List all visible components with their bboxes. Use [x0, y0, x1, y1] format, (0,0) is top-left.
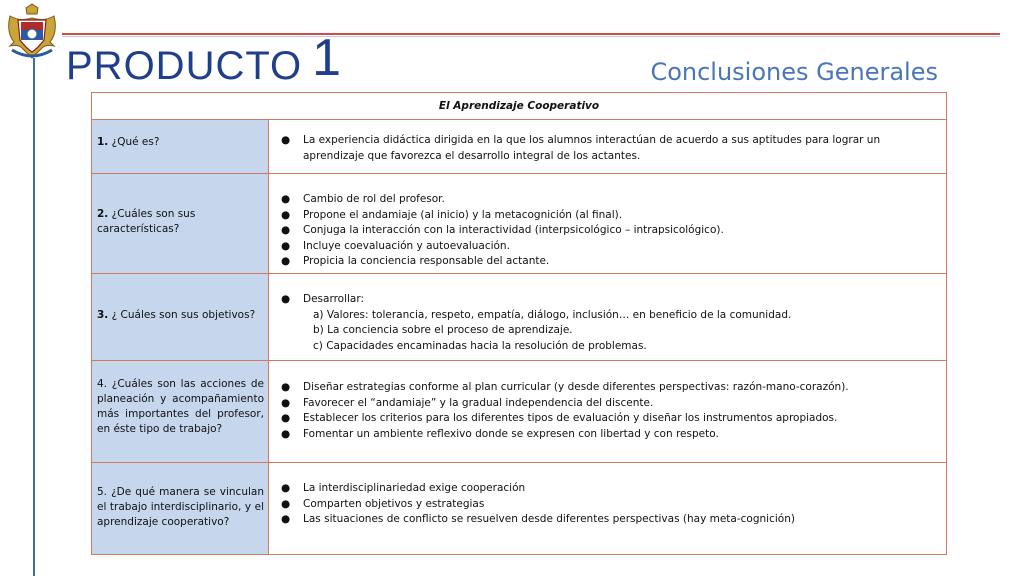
bullet-dot-icon: ●: [281, 134, 291, 146]
bullet-dot-icon: ●: [281, 224, 291, 236]
bullet-dot-icon: ●: [281, 427, 291, 440]
sub-list-item: c) Capacidades encaminadas hacia la resolución de problemas.: [313, 339, 647, 352]
list-item: ● Las situaciones de conflicto se resuelven desde diferentes perspectivas (hay meta-cognición): [277, 512, 940, 528]
question-text: ¿Cuáles son sus características?: [97, 208, 196, 235]
bullet-dot-icon: ●: [281, 193, 291, 205]
question-text: 5. ¿De qué manera se vinculan el trabajo interdisciplinario, y el aprendizaje cooperativo?: [97, 486, 264, 528]
list-item: ● La interdisciplinariedad exige cooperación: [277, 481, 940, 497]
question-text: 4. ¿Cuáles son las acciones de planeación y acompañamiento más importantes del profesor, en éste tipo de trabajo?: [97, 378, 264, 435]
list-item: ● Cambio de rol del profesor.: [277, 192, 940, 208]
question-text: ¿ Cuáles son sus objetivos?: [108, 309, 256, 321]
table-row: [92, 120, 947, 174]
cooperative-learning-table: [91, 92, 947, 555]
bullet-dot-icon: ●: [281, 239, 291, 252]
bullet-dot-icon: ●: [281, 513, 291, 525]
bullet-dot-icon: ●: [281, 396, 291, 409]
answer-cell: [269, 463, 947, 555]
bullet-dot-icon: ●: [281, 497, 291, 510]
answer-cell: [269, 361, 947, 463]
question-number: 3.: [97, 309, 109, 321]
list-item: ● Comparten objetivos y estrategias: [277, 497, 940, 513]
answer-cell: [269, 120, 947, 174]
answer-cell: [269, 174, 947, 274]
list-item: ● Propone el andamiaje (al inicio) y la metacognición (al final).: [277, 208, 940, 224]
list-item: ● La experiencia didáctica dirigida en la que los alumnos interactúan de acuerdo a sus aptitudes para lograr un aprendizaje que favorezca el desarrollo integral de los actantes.: [281, 134, 881, 162]
page-subtitle: Conclusiones Generales: [650, 58, 938, 86]
list-item: ● Favorecer el “andamiaje” y la gradual independencia del discente.: [277, 396, 940, 412]
bullet-dot-icon: ●: [281, 293, 291, 305]
table-row: [92, 361, 947, 463]
question-number: 2.: [97, 208, 109, 220]
list-item: ● Conjuga la interacción con la interactividad (interpsicológico – intrapsicológico).: [277, 223, 940, 239]
side-rule: [33, 58, 35, 576]
title-word: PRODUCTO: [66, 44, 303, 88]
list-item: ● Desarrollar:: [277, 292, 940, 308]
bullet-dot-icon: ●: [281, 255, 291, 267]
university-crest-icon: [4, 2, 60, 64]
list-item: ● Fomentar un ambiente reflexivo donde se expresen con libertad y con respeto.: [277, 427, 940, 443]
bullet-dot-icon: ●: [281, 208, 291, 221]
table-heading: El Aprendizaje Cooperativo: [92, 93, 947, 120]
title-number: 1: [312, 29, 342, 87]
bullet-dot-icon: ●: [281, 381, 291, 393]
list-item: ● Establecer los criterios para los diferentes tipos de evaluación y diseñar los instrumentos apropiados.: [277, 411, 940, 427]
bullet-dot-icon: ●: [281, 482, 291, 494]
list-item: ● Diseñar estrategias conforme al plan curricular (y desde diferentes perspectivas: razón-mano-corazón).: [277, 380, 940, 396]
table-row: [92, 174, 947, 274]
table-row: [92, 463, 947, 555]
page-title: [66, 29, 342, 92]
bullet-dot-icon: ●: [281, 412, 291, 424]
sub-list-item: a) Valores: tolerancia, respeto, empatía, diálogo, inclusión… en beneficio de la comunidad.: [313, 308, 792, 321]
question-cell: [92, 361, 269, 463]
question-cell: [92, 120, 269, 174]
question-cell: [92, 463, 269, 555]
question-cell: [92, 274, 269, 361]
list-item: ● Propicia la conciencia responsable del actante.: [277, 254, 940, 270]
question-text: ¿Qué es?: [108, 136, 160, 148]
list-item: ● Incluye coevaluación y autoevaluación.: [277, 239, 940, 255]
table-row: [92, 274, 947, 361]
answer-cell: [269, 274, 947, 361]
question-cell: [92, 174, 269, 274]
question-number: 1.: [97, 136, 109, 148]
sub-list-item: b) La conciencia sobre el proceso de aprendizaje.: [313, 324, 573, 336]
